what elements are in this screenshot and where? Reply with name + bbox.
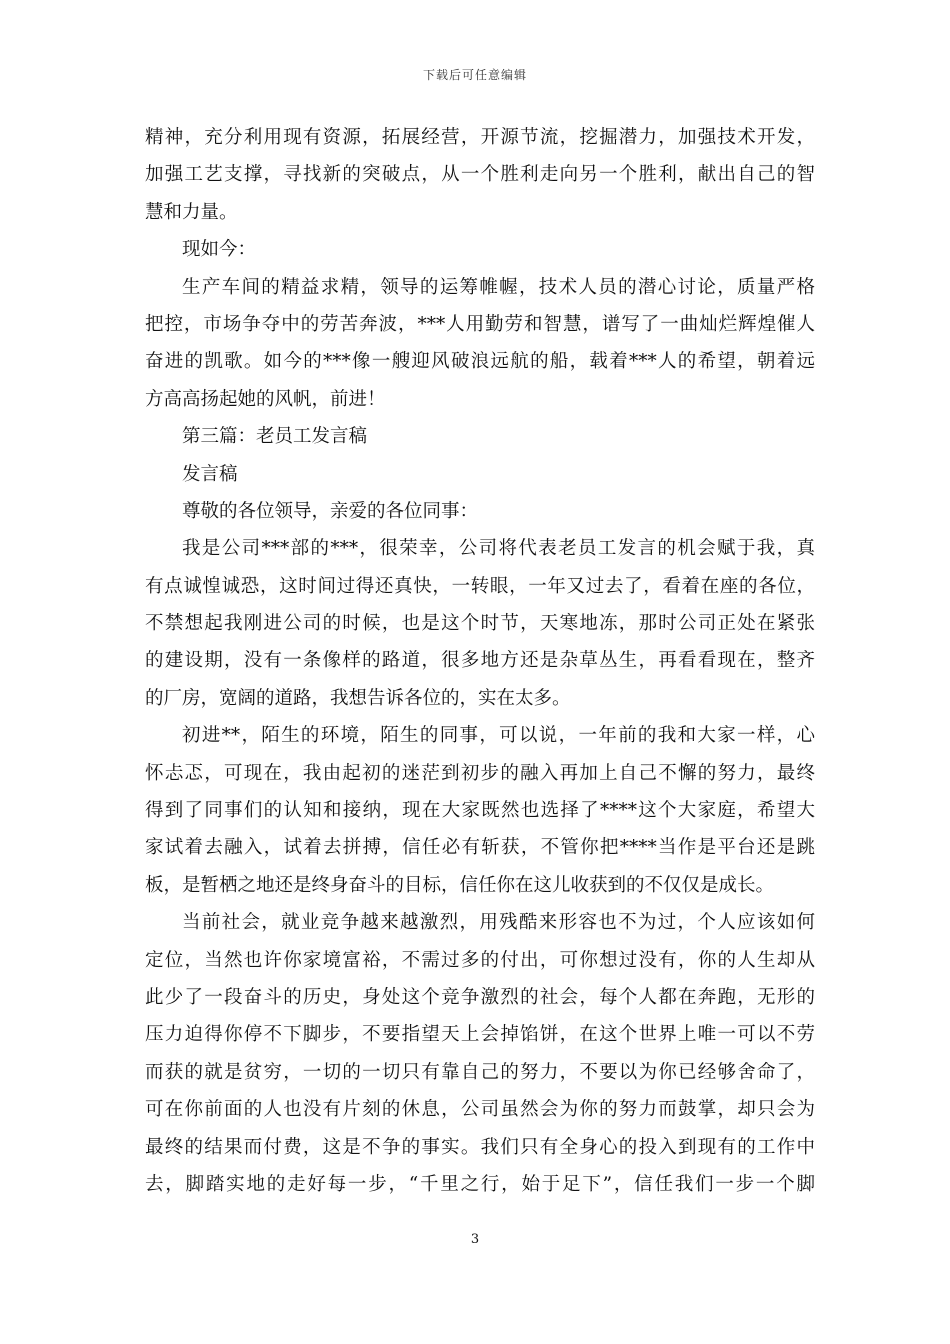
text-line: 家试着去融入，试着去拼搏，信任必有斩获，不管你把****当作是平台还是跳 [145,837,815,859]
text-line: 可在你前面的人也没有片刻的休息，公司虽然会为你的努力而鼓掌，却只会为 [145,1099,815,1121]
text-line: 生产车间的精益求精，领导的运筹帷幄，技术人员的潜心讨论，质量严格 [182,276,815,298]
text-line: 方高高扬起她的风帆，前进！ [145,388,386,410]
page-number: 3 [470,1232,480,1247]
text-line: 初进**，陌生的环境，陌生的同事，可以说，一年前的我和大家一样，心 [182,725,815,747]
text-line: 的厂房，宽阔的道路，我想告诉各位的，实在太多。 [145,687,571,709]
salutation: 尊敬的各位领导，亲爱的各位同事： [182,500,479,522]
text-line: 定位，当然也许你家境富裕，不需过多的付出，可你想过没有，你的人生却从 [145,949,815,971]
text-line: 当前社会，就业竞争越来越激烈，用残酷来形容也不为过，个人应该如何 [182,912,815,934]
text-line: 有点诚惶诚恐，这时间过得还真快，一转眼，一年又过去了，看着在座的各位， [145,575,815,597]
text-line: 怀忐忑，可现在，我由起初的迷茫到初步的融入再加上自己不懈的努力，最终 [145,762,815,784]
text-line: 得到了同事们的认知和接纳，现在大家既然也选择了****这个大家庭，希望大 [145,800,815,822]
text-line: 精神，充分利用现有资源，拓展经营，开源节流，挖掘潜力，加强技术开发， [145,127,815,148]
text-line: 现如今： [182,239,257,261]
text-line: 奋进的凯歌。如今的***像一艘迎风破浪远航的船，载着***人的希望，朝着远 [145,351,815,373]
text-line: 而获的就是贫穷，一切的一切只有靠自己的努力，不要以为你已经够舍命了， [145,1061,815,1083]
text-line: 加强工艺支撑，寻找新的突破点，从一个胜利走向另一个胜利，献出自己的智 [145,164,815,186]
text-line: 最终的结果而付费，这是不争的事实。我们只有全身心的投入到现有的工作中 [145,1136,815,1158]
text-line: 去，脚踏实地的走好每一步，“千里之行，始于足下”，信任我们一步一个脚 [145,1173,815,1195]
document-body [145,119,815,1203]
text-line: 的建设期，没有一条像样的路道，很多地方还是杂草丛生，再看看现在，整齐 [145,650,815,672]
text-line: 慧和力量。 [145,201,238,223]
text-line: 此少了一段奋斗的历史，身处这个竞争激烈的社会，每个人都在奔跑，无形的 [145,986,815,1008]
text-line: 我是公司***部的***，很荣幸，公司将代表老员工发言的机会赋于我，真 [182,538,815,560]
header-note: 下载后可任意编辑 [422,68,527,82]
text-line: 不禁想起我刚进公司的时候，也是这个时节，天寒地冻，那时公司正处在紧张 [145,613,815,635]
text-line: 发言稿 [182,463,238,485]
text-line: 板，是暂栖之地还是终身奋斗的目标，信任你在这儿收获到的不仅仅是成长。 [145,874,775,896]
section-heading: 第三篇：老员工发言稿 [182,426,368,448]
text-line: 压力迫得你停不下脚步，不要指望天上会掉馅饼，在这个世界上唯一可以不劳 [145,1024,815,1046]
text-line: 把控，市场争夺中的劳苦奔波，***人用勤劳和智慧，谱写了一曲灿烂辉煌催人 [145,313,815,335]
